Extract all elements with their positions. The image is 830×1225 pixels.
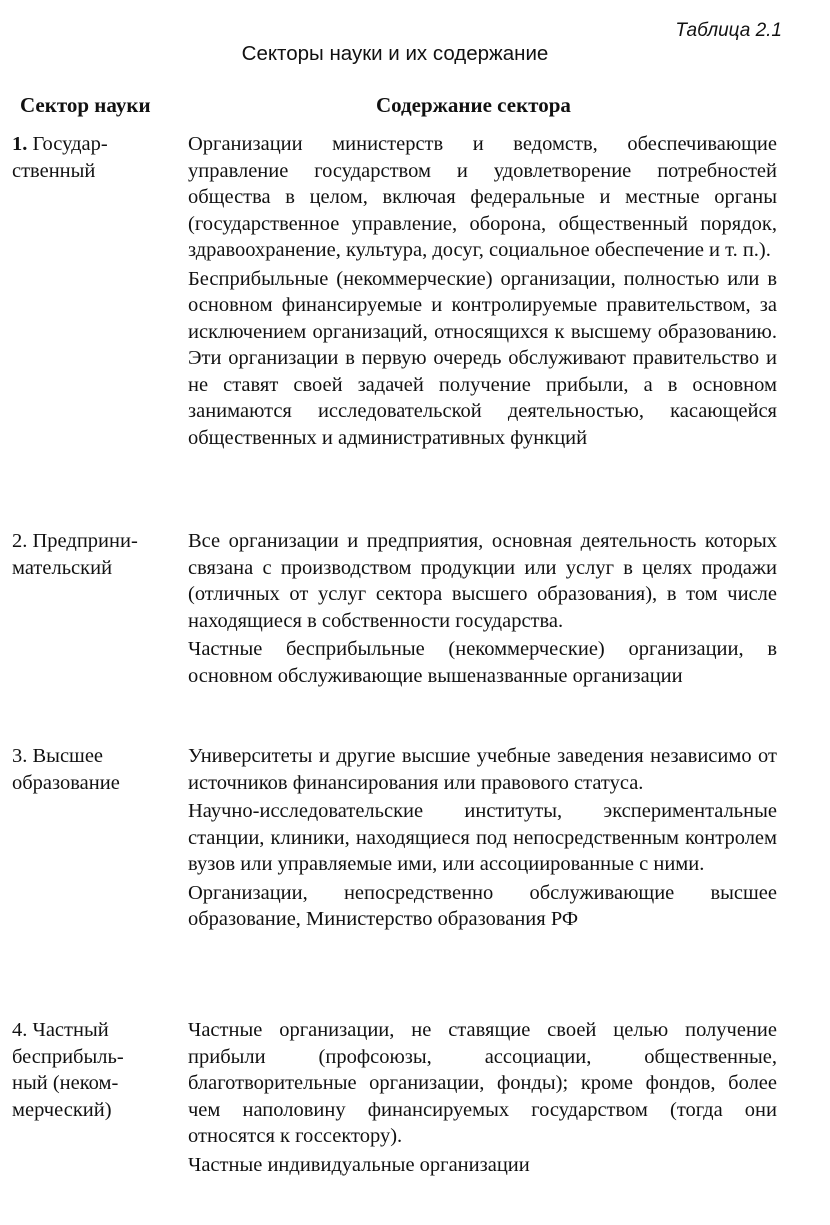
sector-cell <box>12 131 177 184</box>
sector-cell <box>12 1017 177 1123</box>
table-row <box>0 1017 830 1197</box>
header-content: Содержание сектора <box>376 93 571 117</box>
content-cell <box>188 528 777 689</box>
sector-label: 4. Частный бесприбыль- ный (неком- мерческий) <box>12 1019 124 1121</box>
sector-label: 3. Высшее образование <box>12 745 120 794</box>
content-paragraph: Научно-исследовательские институты, экспериментальные станции, клиники, находящиеся под непосредственным контролем вузов или управляемые ими, или ассоциированные с ними. <box>188 800 777 875</box>
sector-number: 1. <box>12 133 28 155</box>
table-body <box>0 131 830 1197</box>
sector-cell <box>12 743 177 796</box>
table-caption: Таблица 2.1 <box>675 20 782 41</box>
content-cell <box>188 743 777 933</box>
content-cell <box>188 1017 777 1178</box>
table-row <box>0 131 830 528</box>
sector-cell <box>12 528 177 581</box>
content-paragraph: Организации министерств и ведомств, обеспечивающие управление государством и удовлетворение потребностей общества в целом, включая федеральные и местные органы (государственное управление, оборона, общественный порядок, здравоохранение, культура, досуг, социальное обеспечение и т. п.). <box>188 133 777 261</box>
sector-label: 2. Предприни- мательский <box>12 530 138 579</box>
table-title: Секторы науки и их содержание <box>241 42 549 65</box>
table-row <box>0 528 830 743</box>
content-cell <box>188 131 777 451</box>
header-sector: Сектор науки <box>20 93 151 117</box>
content-paragraph: Частные бесприбыльные (некоммерческие) организации, в основном обслуживающие вышеназванные организации <box>188 638 777 687</box>
content-paragraph: Все организации и предприятия, основная деятельность которых связана с производством продукции или услуг в целях продажи (отличных от услуг сектора высшего образования), в том числе находящиеся в собственности государства. <box>188 530 777 632</box>
content-paragraph: Частные индивидуальные организации <box>188 1153 530 1176</box>
content-paragraph: Бесприбыльные (некоммерческие) организации, полностью или в основном финансируемые и контролируемые правительством, за исключением организаций, относящихся к высшему образованию. Эти организации в первую очередь обслуживают правительство и не ставят своей задачей получение прибыли, а в основном занимаются исследовательской деятельностью, касающейся общественных и административных функций <box>188 267 777 449</box>
sector-label: Государ- ственный <box>12 133 108 182</box>
content-paragraph: Частные организации, не ставящие своей целью получение прибыли (профсоюзы, ассоциации, общественные, благотворительные организации, фонды); кроме фондов, более чем наполовину финансируемых государством (тогда они относятся к госсектору). <box>188 1019 777 1147</box>
table-row <box>0 743 830 1017</box>
content-paragraph: Организации, непосредственно обслуживающие высшее образование, Министерство образования РФ <box>188 881 777 930</box>
content-paragraph: Университеты и другие высшие учебные заведения независимо от источников финансирования или правового статуса. <box>188 745 777 794</box>
